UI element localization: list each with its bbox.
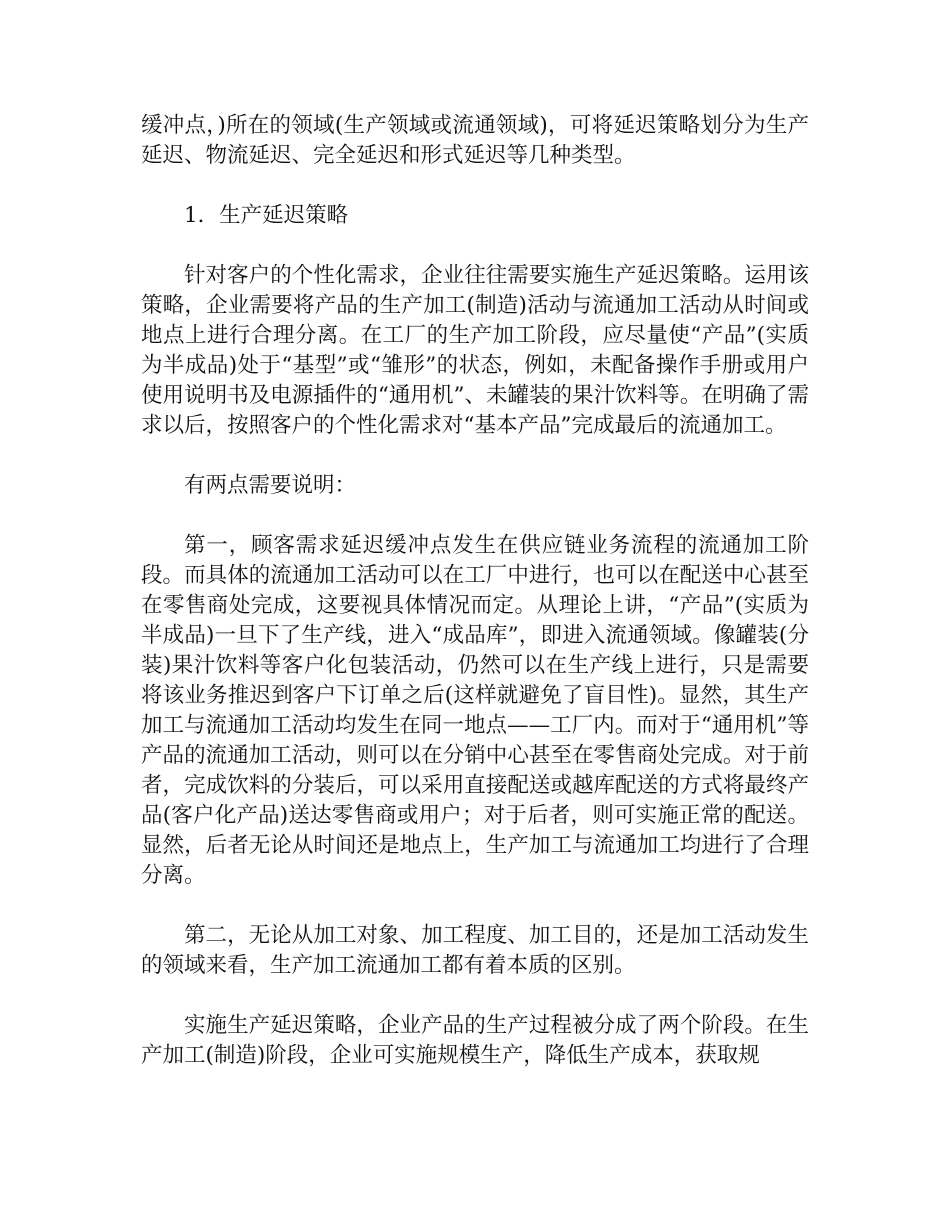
paragraph-point-two: 第二，无论从加工对象、加工程度、加工目的，还是加工活动发生的领域来看，生产加工流通加工都有着本质的区别。 [141, 923, 809, 978]
paragraph-continuation: 缓冲点，)所在的领域(生产领域或流通领域)，可将延迟策略划分为生产延迟、物流延迟、完全延迟和形式延迟等几种类型。 [141, 113, 809, 168]
paragraph-implementation: 实施生产延迟策略，企业产品的生产过程被分成了两个阶段。在生产加工(制造)阶段，企业可实施规模生产，降低生产成本，获取规 [141, 1013, 809, 1068]
paragraph-production-postponement: 针对客户的个性化需求，企业往往需要实施生产延迟策略。运用该策略，企业需要将产品的生产加工(制造)活动与流通加工活动从时间或地点上进行合理分离。在工厂的生产加工阶段，应尽量使“产品”(实质为半成品)处于“基型”或“雏形”的状态，例如，未配备操作手册或用户使用说明书及电源插件的“通用机”、未罐装的果汁饮料等。在明确了需求以后，按照客户的个性化需求对“基本产品”完成最后的流通加工。 [141, 263, 809, 438]
paragraph-two-points-intro: 有两点需要说明： [184, 473, 357, 498]
document-body [141, 111, 809, 1101]
section-heading: 1．生产延迟策略 [184, 203, 349, 228]
paragraph-point-one: 第一，顾客需求延迟缓冲点发生在供应链业务流程的流通加工阶段。而具体的流通加工活动可以在工厂中进行，也可以在配送中心甚至在零售商处完成，这要视具体情况而定。从理论上讲，“产品”(实质为半成品)一旦下了生产线，进入“成品库”，即进入流通领域。像罐装(分装)果汁饮料等客户化包装活动，仍然可以在生产线上进行，只是需要将该业务推迟到客户下订单之后(这样就避免了盲目性)。显然，其生产加工与流通加工活动均发生在同一地点——工厂内。而对于“通用机”等产品的流通加工活动，则可以在分销中心甚至在零售商处完成。对于前者，完成饮料的分装后，可以采用直接配送或越库配送的方式将最终产品(客户化产品)送达零售商或用户；对于后者，则可实施正常的配送。显然，后者无论从时间还是地点上，生产加工与流通加工均进行了合理分离。 [141, 533, 809, 888]
